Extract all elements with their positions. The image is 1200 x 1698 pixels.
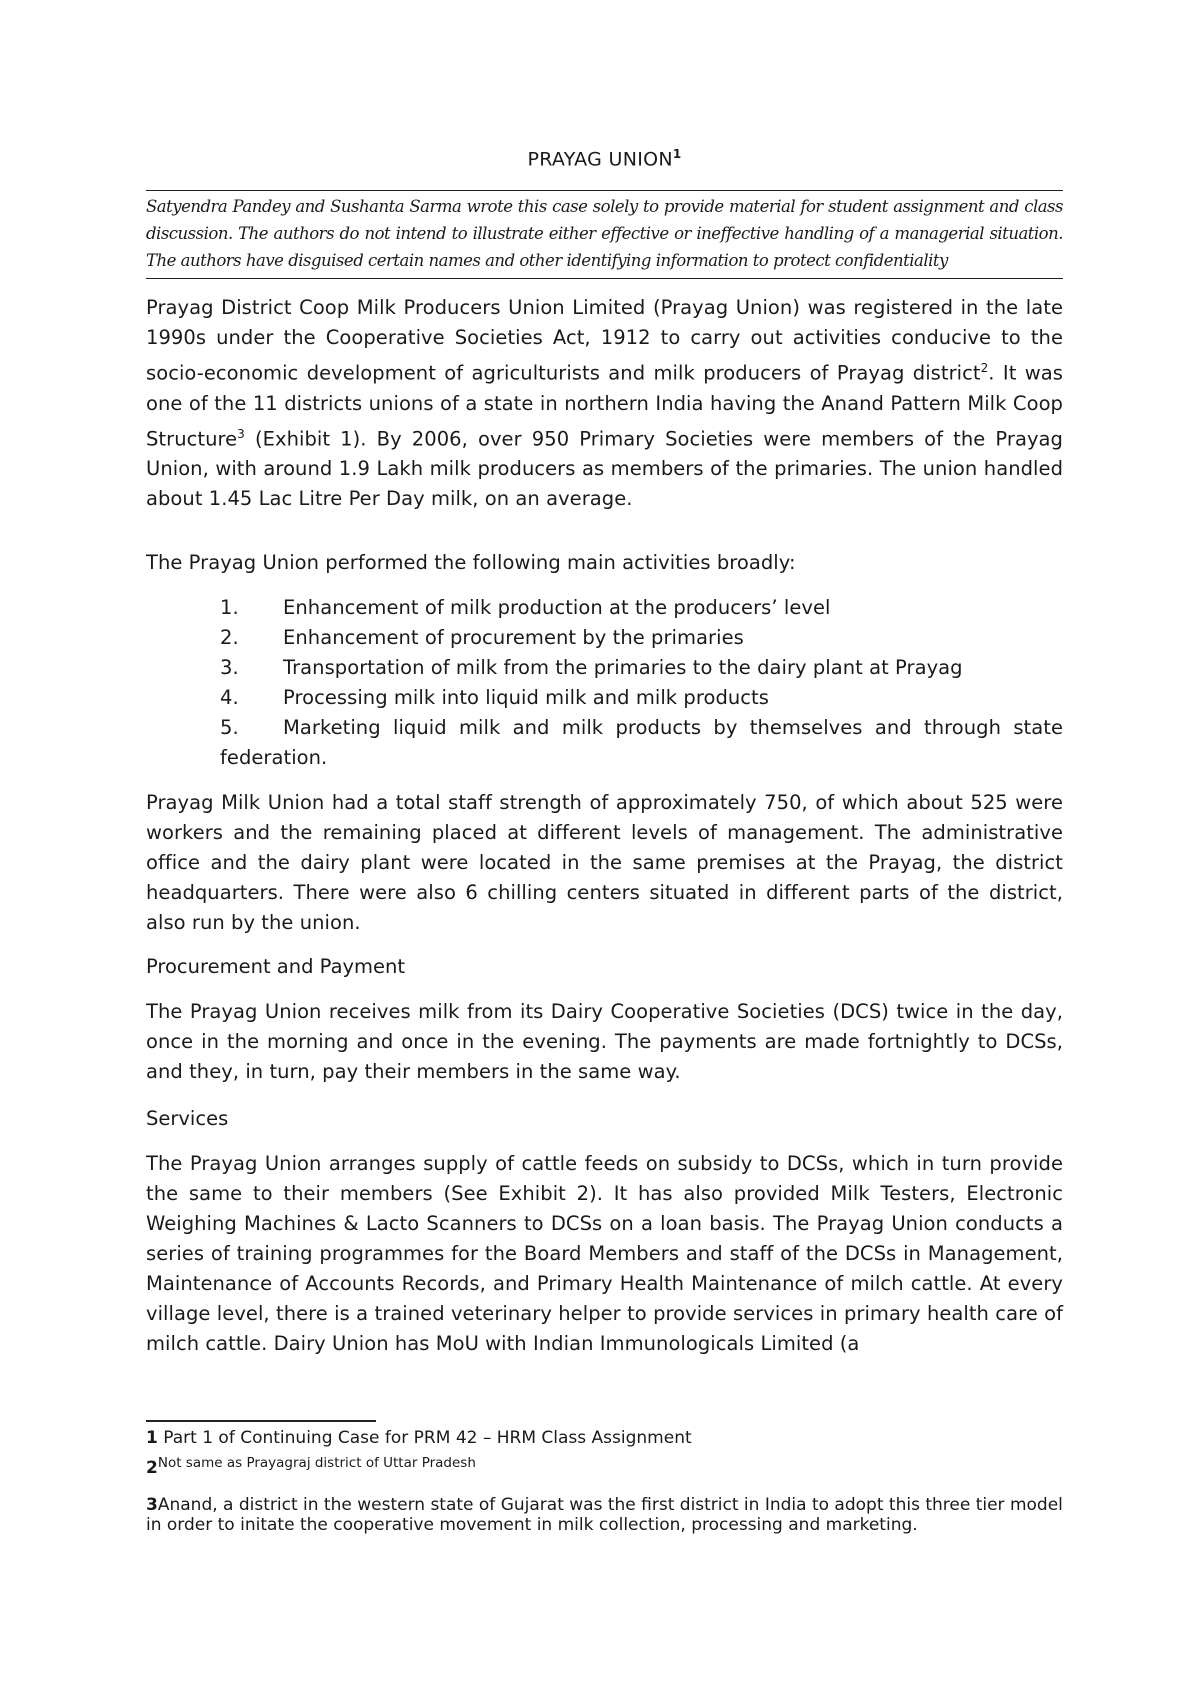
list-text: Transportation of milk from the primaries to the dairy plant at Prayag: [283, 656, 963, 679]
intro-text-a: Prayag District Coop Milk Producers Union Limited (Prayag Union) was registered in the late 1990s under the Cooperative Societies Act, 1912 to carry out activities conducive to the socio-economic development of agriculturists and milk producers of Prayag district: [146, 296, 1063, 385]
section-heading-services: Services: [146, 1107, 229, 1130]
title-text: PRAYAG UNION: [527, 148, 673, 171]
footnote-text: Not same as Prayagraj district of Uttar Pradesh: [157, 1455, 476, 1471]
list-item: [220, 683, 1063, 713]
list-item: [220, 713, 1063, 773]
list-number: 1.: [220, 596, 239, 619]
list-number: 3.: [220, 656, 239, 679]
footnote-text: Part 1 of Continuing Case for PRM 42 – HRM Class Assignment: [157, 1428, 692, 1448]
intro-paragraph: [146, 293, 1063, 514]
list-item: [220, 623, 1063, 653]
footnote-2: [146, 1455, 1063, 1479]
procurement-paragraph: The Prayag Union receives milk from its Dairy Cooperative Societies (DCS) twice in the day, once in the morning and once in the evening. The payments are made fortnightly to DCSs, and they, in turn, pay their members in the same way.: [146, 1000, 1063, 1083]
list-text: Enhancement of procurement by the primaries: [283, 626, 744, 649]
list-number: 2.: [220, 626, 239, 649]
footnote-ref-2[interactable]: 2: [980, 361, 989, 375]
activities-list: [220, 593, 1063, 773]
intro-text-c: (Exhibit 1). By 2006, over 950 Primary Societies were members of the Prayag Union, with around 1.9 Lakh milk producers as members of the primaries. The union handled about 1.45 Lac Litre Per Day milk, on an average.: [146, 427, 1063, 510]
list-item: [220, 653, 1063, 683]
footnote-ref-3[interactable]: 3: [237, 426, 245, 441]
list-item: [220, 593, 1063, 623]
activities-intro: The Prayag Union performed the following main activities broadly:: [146, 551, 796, 574]
document-title: [146, 147, 1063, 170]
author-disclaimer: Satyendra Pandey and Sushanta Sarma wrote this case solely to provide material for student assignment and class discussion. The authors do not intend to illustrate either effective or ineffective handling of a managerial situation. The authors have disguised certain names and other identifying information to protect confidentiality: [146, 190, 1063, 279]
list-number: 5.: [220, 716, 239, 739]
list-text: Enhancement of milk production at the producers’ level: [283, 596, 831, 619]
title-footnote-ref[interactable]: 1: [672, 147, 682, 161]
intro-text-b: . It was one of the 11 districts unions of a state in northern India having the Anand Pattern Milk Coop Structure: [146, 361, 1063, 450]
footnote-1: [146, 1428, 1063, 1448]
footnote-number: 1: [146, 1428, 158, 1448]
footnote-text: Anand, a district in the western state of Gujarat was the first district in India to adopt this three tier model in order to initate the cooperative movement in milk collection, processing and marketing.: [146, 1495, 1063, 1535]
footnote-separator: [146, 1420, 376, 1422]
section-heading-procurement: Procurement and Payment: [146, 955, 406, 978]
footnote-3: [146, 1495, 1063, 1535]
list-text: Marketing liquid milk and milk products by themselves and through state federation.: [220, 716, 1063, 769]
footnote-number: 3: [146, 1495, 158, 1515]
footnote-number: 2: [146, 1458, 158, 1478]
list-number: 4.: [220, 686, 239, 709]
services-paragraph: The Prayag Union arranges supply of cattle feeds on subsidy to DCSs, which in turn provide the same to their members (See Exhibit 2). It has also provided Milk Testers, Electronic Weighing Machines & Lacto Scanners to DCSs on a loan basis. The Prayag Union conducts a series of training programmes for the Board Members and staff of the DCSs in Management, Maintenance of Accounts Records, and Primary Health Maintenance of milch cattle. At every village level, there is a trained veterinary helper to provide services in primary health care of milch cattle. Dairy Union has MoU with Indian Immunologicals Limited (a: [146, 1152, 1063, 1355]
list-text: Processing milk into liquid milk and milk products: [283, 686, 769, 709]
staff-paragraph: Prayag Milk Union had a total staff strength of approximately 750, of which about 525 were workers and the remaining placed at different levels of management. The administrative office and the dairy plant were located in the same premises at the Prayag, the district headquarters. There were also 6 chilling centers situated in different parts of the district, also run by the union.: [146, 791, 1063, 934]
